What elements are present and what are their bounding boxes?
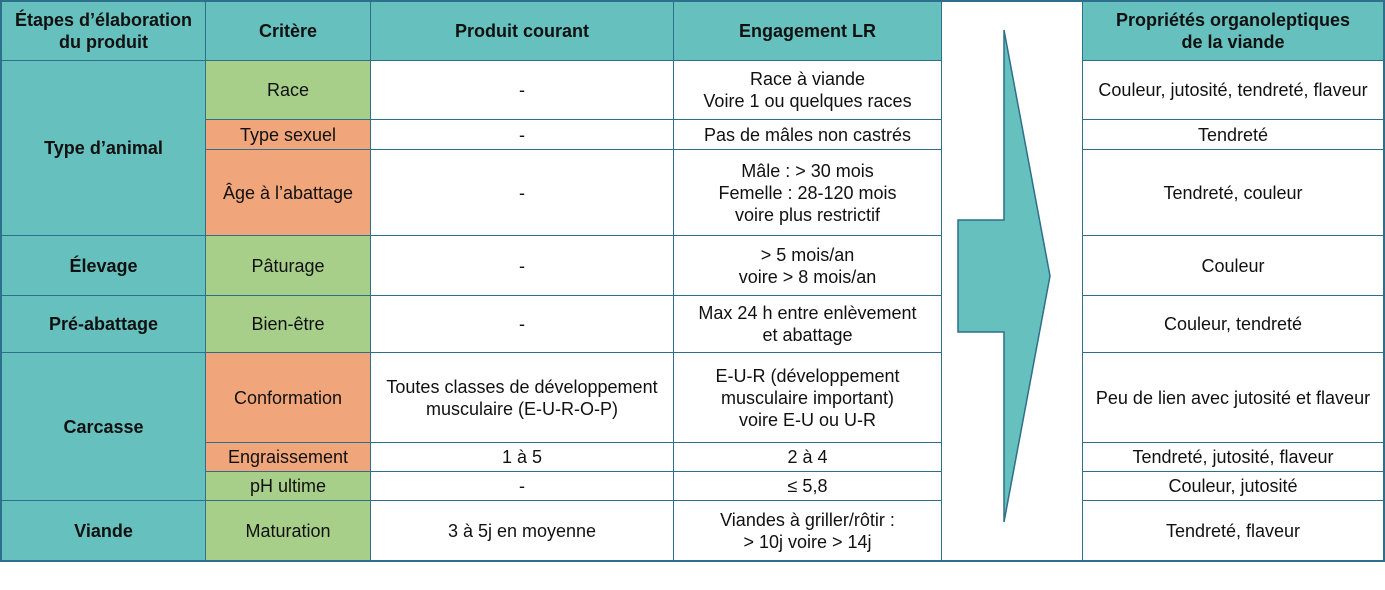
- header-criterion: Critère: [206, 2, 370, 60]
- row-divider: [1082, 235, 1385, 236]
- lr-cell: ≤ 5,8: [674, 472, 941, 500]
- row-divider: [205, 149, 941, 150]
- current-cell: -: [371, 296, 673, 352]
- properties-cell: Couleur, jutosité, tendreté, flaveur: [1083, 61, 1383, 119]
- col-divider: [673, 0, 674, 562]
- table-border-bottom: [0, 560, 1385, 562]
- lr-cell: 2 à 4: [674, 443, 941, 471]
- criterion-cell: Conformation: [206, 353, 370, 442]
- current-cell: -: [371, 120, 673, 149]
- stage-pre-slaughter: Pré-abattage: [2, 296, 205, 352]
- row-divider: [0, 235, 941, 236]
- row-divider: [1082, 149, 1385, 150]
- row-divider: [205, 119, 941, 120]
- table-border-top: [0, 0, 1385, 2]
- criterion-cell: Pâturage: [206, 236, 370, 295]
- row-divider: [0, 60, 941, 61]
- row-divider: [1082, 471, 1385, 472]
- row-divider: [1082, 295, 1385, 296]
- lr-cell: Race à viande Voire 1 ou quelques races: [674, 61, 941, 119]
- current-cell: -: [371, 472, 673, 500]
- col-divider: [205, 0, 206, 562]
- row-divider: [205, 471, 941, 472]
- header-current: Produit courant: [371, 2, 673, 60]
- row-divider: [205, 442, 941, 443]
- row-divider: [1082, 500, 1385, 501]
- criterion-cell: Âge à l’abattage: [206, 150, 370, 235]
- stage-breeding: Élevage: [2, 236, 205, 295]
- current-cell: -: [371, 236, 673, 295]
- current-cell: 1 à 5: [371, 443, 673, 471]
- stage-carcass: Carcasse: [2, 353, 205, 500]
- table-border-left: [0, 0, 2, 562]
- row-divider: [0, 352, 941, 353]
- properties-cell: Tendreté: [1083, 120, 1383, 149]
- properties-cell: Couleur: [1083, 236, 1383, 295]
- criterion-cell: Type sexuel: [206, 120, 370, 149]
- current-cell: Toutes classes de développement musculaire (E-U-R-O-P): [371, 353, 673, 442]
- current-cell: -: [371, 61, 673, 119]
- stage-meat: Viande: [2, 501, 205, 560]
- lr-cell: > 5 mois/an voire > 8 mois/an: [674, 236, 941, 295]
- row-divider: [1082, 442, 1385, 443]
- lr-cell: E-U-R (développement musculaire important) voire E-U ou U-R: [674, 353, 941, 442]
- col-divider: [1082, 0, 1083, 562]
- lr-cell: Viandes à griller/rôtir : > 10j voire > 14j: [674, 501, 941, 560]
- properties-cell: Couleur, jutosité: [1083, 472, 1383, 500]
- header-lr: Engagement LR: [674, 2, 941, 60]
- current-cell: -: [371, 150, 673, 235]
- properties-cell: Couleur, tendreté: [1083, 296, 1383, 352]
- criterion-cell: Bien-être: [206, 296, 370, 352]
- row-divider: [1082, 119, 1385, 120]
- header-stage: Étapes d’élaboration du produit: [2, 2, 205, 60]
- right-arrow-icon: [942, 2, 1082, 560]
- properties-cell: Tendreté, flaveur: [1083, 501, 1383, 560]
- criterion-cell: Race: [206, 61, 370, 119]
- criterion-cell: Maturation: [206, 501, 370, 560]
- col-divider: [370, 0, 371, 562]
- row-divider: [1082, 60, 1385, 61]
- row-divider: [0, 295, 941, 296]
- row-divider: [1082, 352, 1385, 353]
- lr-cell: Max 24 h entre enlèvement et abattage: [674, 296, 941, 352]
- stage-animal-type: Type d’animal: [2, 61, 205, 235]
- criterion-cell: Engraissement: [206, 443, 370, 471]
- properties-cell: Tendreté, couleur: [1083, 150, 1383, 235]
- properties-cell: Tendreté, jutosité, flaveur: [1083, 443, 1383, 471]
- criterion-cell: pH ultime: [206, 472, 370, 500]
- lr-cell: Pas de mâles non castrés: [674, 120, 941, 149]
- current-cell: 3 à 5j en moyenne: [371, 501, 673, 560]
- header-properties: Propriétés organoleptiques de la viande: [1083, 2, 1383, 60]
- properties-cell: Peu de lien avec jutosité et flaveur: [1083, 353, 1383, 442]
- row-divider: [0, 500, 941, 501]
- lr-cell: Mâle : > 30 mois Femelle : 28-120 mois voire plus restrictif: [674, 150, 941, 235]
